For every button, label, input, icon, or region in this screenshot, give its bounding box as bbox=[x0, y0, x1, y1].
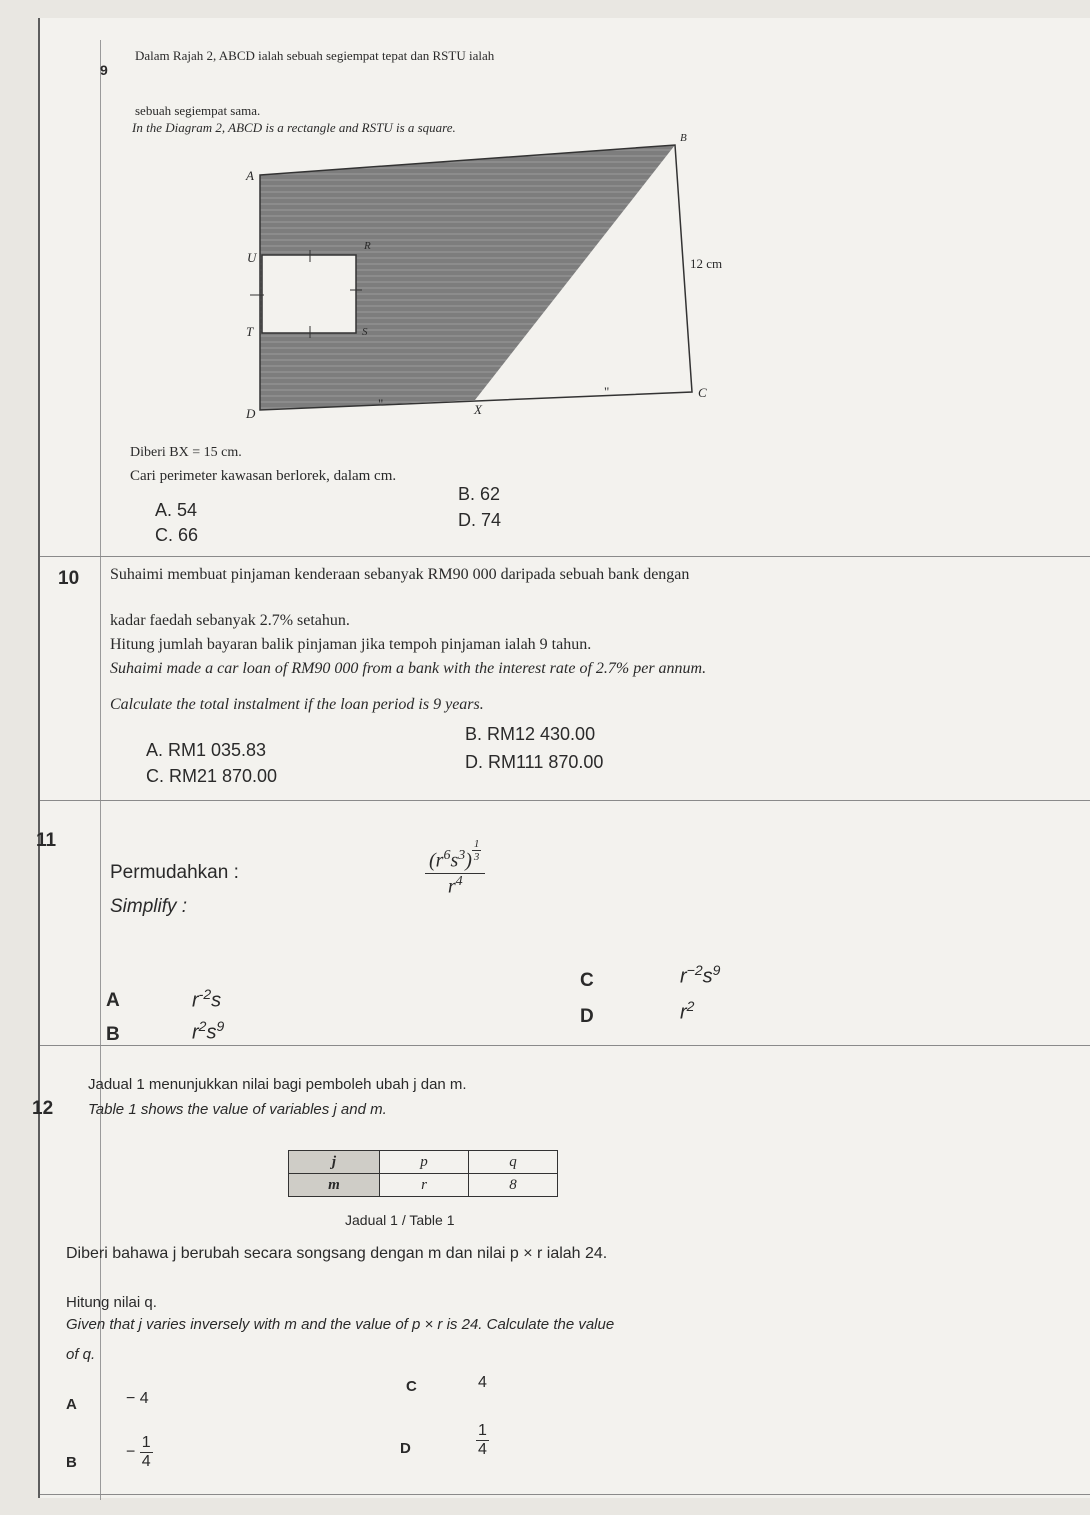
q11-c-sexp: 9 bbox=[712, 962, 721, 978]
q11-d-exp: 2 bbox=[686, 998, 695, 1014]
q10-en-line2: Calculate the total instalment if the loan period is 9 years. bbox=[110, 696, 484, 713]
table-cell: m bbox=[289, 1174, 380, 1197]
q11-number: 11 bbox=[36, 830, 57, 851]
table-cell: j bbox=[289, 1151, 380, 1174]
q12-en-line: Table 1 shows the value of variables j and m. bbox=[88, 1101, 387, 1118]
label-u: U bbox=[247, 250, 257, 265]
q11-pow-num: 1 bbox=[473, 838, 480, 850]
table-cell: p bbox=[380, 1151, 469, 1174]
divider-q11-q12 bbox=[40, 1045, 1090, 1046]
q11-option-b-letter[interactable]: B bbox=[106, 1024, 120, 1045]
q12-b-den: 4 bbox=[141, 1453, 151, 1470]
q11-expression bbox=[425, 838, 485, 898]
q11-expr-s: s bbox=[450, 849, 459, 872]
q12-option-b[interactable] bbox=[126, 1434, 153, 1471]
q12-option-a[interactable]: − 4 bbox=[126, 1390, 149, 1407]
q10-ms-line2: kadar faedah sebanyak 2.7% setahun. bbox=[110, 612, 350, 629]
q10-en-line1: Suhaimi made a car loan of RM90 000 from a bank with the interest rate of 2.7% per annum. bbox=[110, 660, 707, 677]
q9-number: 9 bbox=[100, 62, 108, 78]
q12-option-d[interactable] bbox=[476, 1422, 489, 1459]
q10-ms-line1: Suhaimi membuat pinjaman kenderaan sebanyak RM90 000 daripada sebuah bank dengan bbox=[110, 566, 690, 583]
q11-option-c-letter[interactable]: C bbox=[580, 970, 594, 991]
label-12cm: 12 cm bbox=[690, 256, 723, 271]
q11-option-a[interactable] bbox=[192, 986, 221, 1013]
q12-b-sign: − bbox=[126, 1443, 136, 1461]
q11-option-c[interactable] bbox=[680, 962, 720, 989]
q11-expr-open: (r bbox=[429, 849, 444, 872]
margin-line bbox=[100, 40, 101, 1500]
q12-option-b-letter[interactable]: B bbox=[66, 1454, 77, 1471]
q11-option-b[interactable] bbox=[192, 1018, 224, 1045]
q9-intro-ms-1: Dalam Rajah 2, ABCD ialah sebuah segiempat tepat dan RSTU ialah bbox=[135, 48, 495, 63]
q12-d-den: 4 bbox=[478, 1441, 487, 1458]
q9-option-d[interactable]: D. 74 bbox=[458, 510, 502, 530]
label-t: T bbox=[246, 324, 254, 339]
q11-expr-exp1: 6 bbox=[443, 848, 451, 863]
q12-option-a-letter[interactable]: A bbox=[66, 1396, 77, 1413]
q11-pow-den: 3 bbox=[473, 851, 480, 863]
q9-intro-en: In the Diagram 2, ABCD is a rectangle and RSTU is a square. bbox=[132, 120, 456, 135]
q11-c-exp: −2 bbox=[686, 962, 703, 978]
table-row bbox=[289, 1174, 558, 1197]
divider-bottom bbox=[40, 1494, 1090, 1495]
q11-den-base: r bbox=[447, 875, 456, 898]
divider-q9-q10 bbox=[40, 556, 1090, 557]
q11-option-d-letter[interactable]: D bbox=[580, 1006, 594, 1027]
q11-b-base: r bbox=[192, 1021, 199, 1044]
q12-ask-ms: Hitung nilai q. bbox=[66, 1294, 157, 1311]
q10-option-d[interactable]: D. RM111 870.00 bbox=[465, 752, 604, 772]
q10-ms-line3: Hitung jumlah bayaran balik pinjaman jika tempoh pinjaman ialah 9 tahun. bbox=[110, 636, 592, 653]
q11-option-d[interactable] bbox=[680, 998, 694, 1025]
q11-b-s: s bbox=[206, 1021, 217, 1044]
label-c: C bbox=[698, 385, 707, 400]
q12-number: 12 bbox=[32, 1098, 54, 1119]
q12-option-d-letter[interactable]: D bbox=[400, 1440, 411, 1457]
q11-option-a-letter[interactable]: A bbox=[106, 990, 120, 1011]
q11-b-exp: 2 bbox=[198, 1018, 207, 1034]
q9-option-b[interactable]: B. 62 bbox=[458, 484, 501, 504]
tick-mark-dx: " bbox=[378, 396, 384, 411]
q11-a-exp: -2 bbox=[198, 986, 212, 1002]
q10-option-a[interactable]: A. RM1 035.83 bbox=[146, 740, 267, 760]
q11-label-ms: Permudahkan : bbox=[110, 862, 239, 883]
q12-table bbox=[288, 1150, 558, 1197]
table-cell: r bbox=[380, 1174, 469, 1197]
q11-d-base: r bbox=[680, 1001, 687, 1024]
square-rstu bbox=[262, 255, 356, 333]
q11-c-base: r bbox=[680, 965, 687, 988]
label-x: X bbox=[474, 402, 482, 417]
table-cell: q bbox=[469, 1151, 558, 1174]
q11-den-exp: 4 bbox=[455, 873, 463, 889]
q12-ms-line: Jadual 1 menunjukkan nilai bagi pemboleh ubah j dan m. bbox=[88, 1076, 467, 1093]
q11-a-s: s bbox=[211, 989, 222, 1012]
q9-intro-ms-2: sebuah segiempat sama. bbox=[135, 103, 261, 118]
divider-q10-q11 bbox=[40, 800, 1090, 801]
q10-number: 10 bbox=[58, 568, 80, 589]
q10-option-b[interactable]: B. RM12 430.00 bbox=[465, 724, 596, 744]
q11-expr-close: ) bbox=[465, 849, 472, 872]
q11-a-base: r bbox=[192, 989, 199, 1012]
table-cell: 8 bbox=[469, 1174, 558, 1197]
q11-label-en: Simplify : bbox=[110, 896, 188, 917]
label-a: A bbox=[246, 168, 254, 183]
q9-given: Diberi BX = 15 cm. bbox=[130, 445, 242, 460]
q12-given-en-2: of q. bbox=[66, 1346, 96, 1363]
q12-d-num: 1 bbox=[478, 1422, 487, 1439]
q12-option-c[interactable]: 4 bbox=[478, 1374, 487, 1391]
label-b: B bbox=[680, 132, 687, 144]
q11-c-s: s bbox=[702, 965, 713, 988]
q12-b-num: 1 bbox=[141, 1434, 151, 1451]
q10-option-c[interactable]: C. RM21 870.00 bbox=[146, 766, 278, 786]
q9-question-ms: Cari perimeter kawasan berlorek, dalam cm. bbox=[130, 468, 397, 484]
q12-given-en: Given that j varies inversely with m and the value of p × r is 24. Calculate the value bbox=[66, 1316, 615, 1333]
q9-diagram bbox=[230, 130, 750, 430]
q9-option-c[interactable]: C. 66 bbox=[155, 525, 199, 545]
q12-given-ms: Diberi bahawa j berubah secara songsang dengan m dan nilai p × r ialah 24. bbox=[66, 1245, 608, 1262]
table-row bbox=[289, 1151, 558, 1174]
label-s: S bbox=[362, 326, 368, 338]
label-r: R bbox=[364, 240, 371, 252]
label-d: D bbox=[246, 406, 256, 421]
q9-option-a[interactable]: A. 54 bbox=[155, 500, 198, 520]
q11-expr-exp2: 3 bbox=[458, 848, 466, 863]
tick-mark-xc: " bbox=[604, 384, 610, 399]
q11-b-sexp: 9 bbox=[216, 1018, 225, 1034]
q12-option-c-letter[interactable]: C bbox=[406, 1378, 417, 1395]
q12-caption: Jadual 1 / Table 1 bbox=[345, 1212, 455, 1228]
